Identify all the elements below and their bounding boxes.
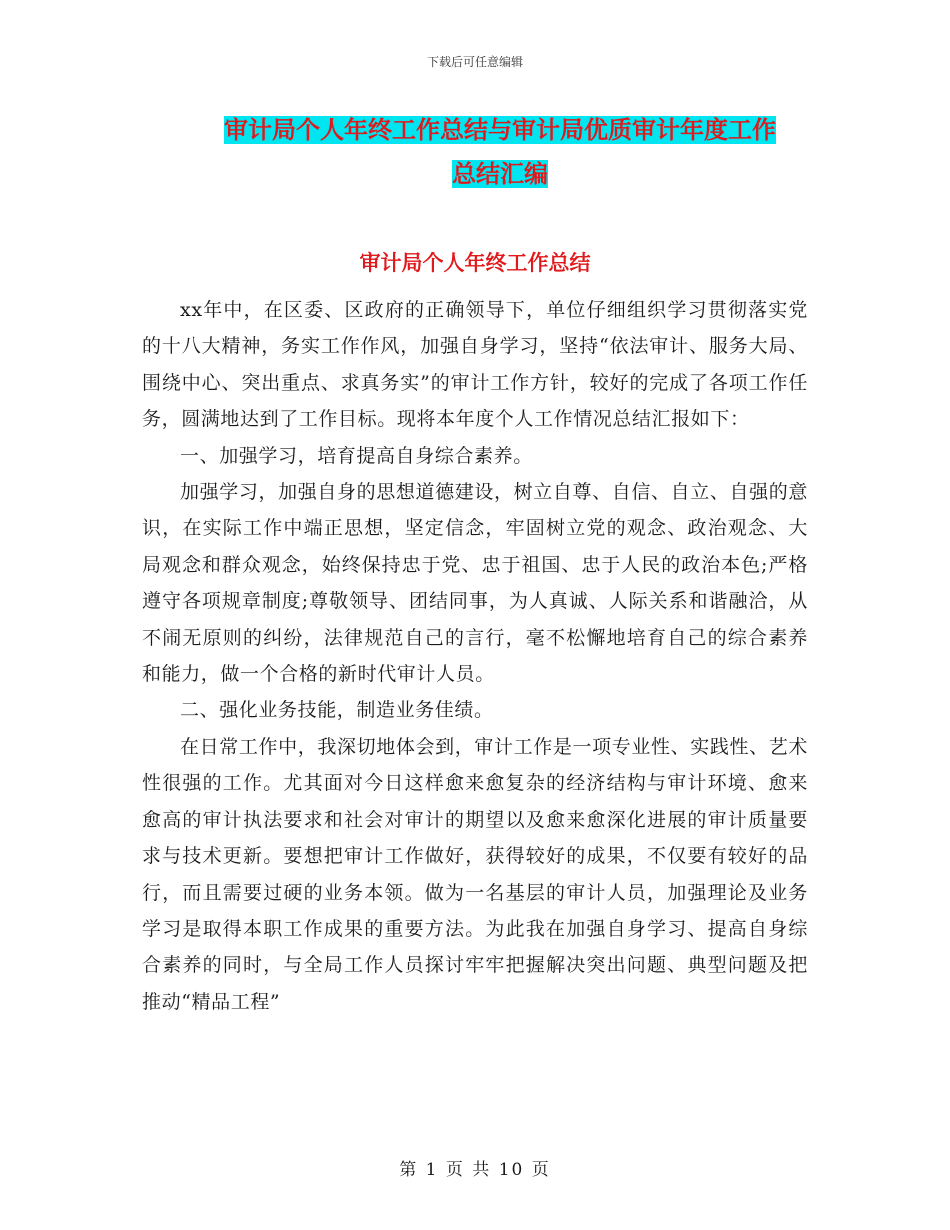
paragraph-work: 在日常工作中，我深切地体会到，审计工作是一项专业性、实践性、艺术性很强的工作。尤其面对今日这样愈来愈复杂的经济结构与审计环境、愈来愈高的审计执法要求和社会对审计的期望以及愈来愈深化进展的审计质量要求与技术更新。要想把审计工作做好，获得较好的成果，不仅要有较好的品行，而且需要过硬的业务本领。做为一名基层的审计人员，加强理论及业务学习是取得本职工作成果的重要方法。为此我在加强自身学习、提高自身综合素养的同时，与全局工作人员探讨牢牢把握解决突出问题、典型问题及把推动“精品工程” [142,735,808,1013]
paragraph-heading-1: 一、加强学习，培育提高自身综合素养。 [180,444,533,467]
body-text [142,292,808,1020]
main-title-line-1: 审计局个人年终工作总结与审计局优质审计年度工作 [224,116,776,144]
paragraph-heading-2: 二、强化业务技能，制造业务佳绩。 [180,699,494,722]
paragraph-intro: xx年中，在区委、区政府的正确领导下，单位仔细组织学习贯彻落实党的十八大精神，务实工作作风，加强自身学习，坚持“依法审计、服务大局、围绕中心、突出重点、求真务实”的审计工作方针，较好的完成了各项工作任务，圆满地达到了工作目标。现将本年度个人工作情况总结汇报如下： [142,299,808,431]
header-note: 下载后可任意编辑 [426,55,523,69]
page-number: 第 1 页 共 10 页 [399,1160,551,1180]
main-title [140,108,860,196]
section-title: 审计局个人年终工作总结 [359,251,591,275]
paragraph-study: 加强学习，加强自身的思想道德建设，树立自尊、自信、自立、自强的意识，在实际工作中端正思想，坚定信念，牢固树立党的观念、政治观念、大局观念和群众观念，始终保持忠于党、忠于祖国、忠于人民的政治本色;严格遵守各项规章制度;尊敬领导、团结同事，为人真诚、人际关系和谐融洽，从不闹无原则的纠纷，法律规范自己的言行，毫不松懈地培育自己的综合素养和能力，做一个合格的新时代审计人员。 [142,481,808,686]
main-title-line-2: 总结汇编 [452,160,548,188]
